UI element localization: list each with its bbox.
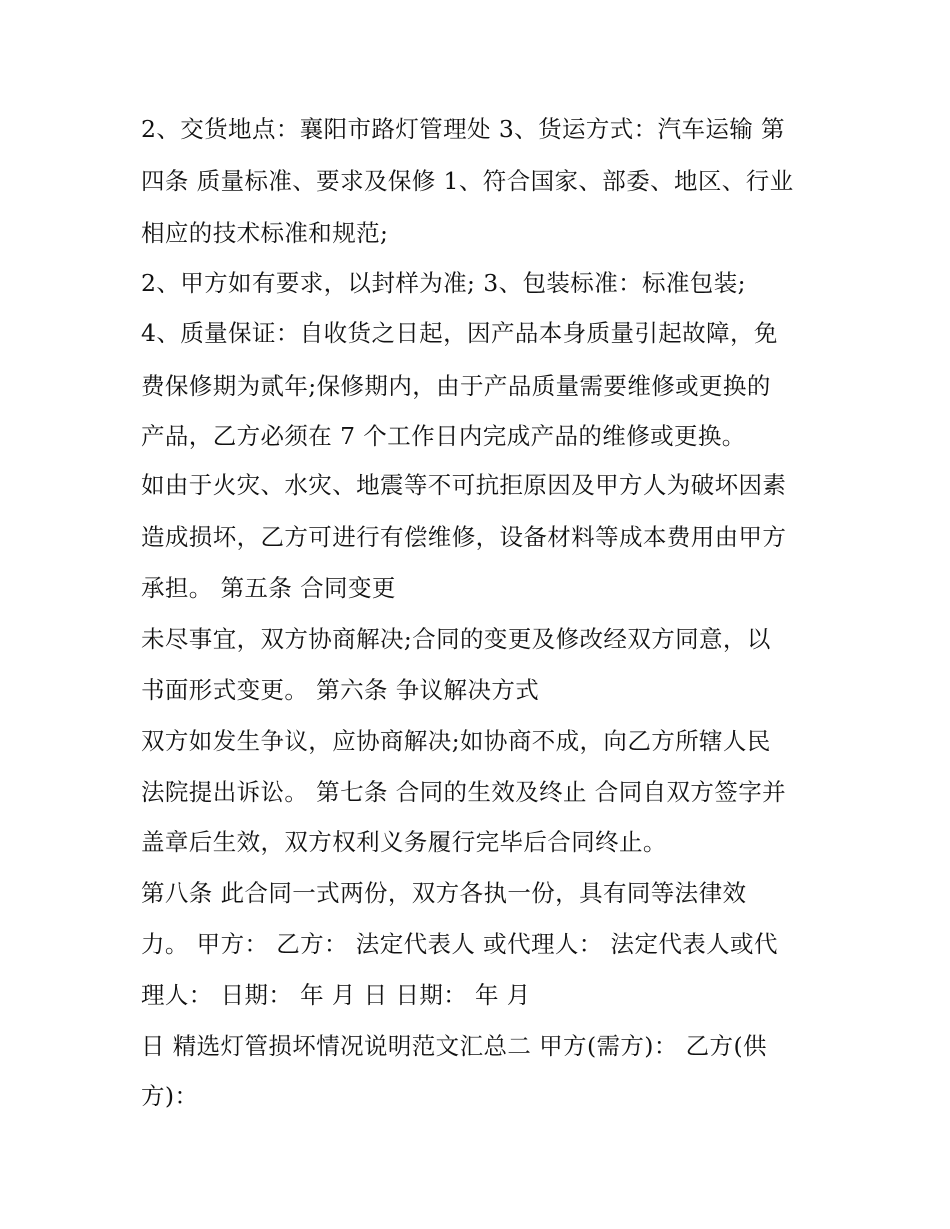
text-line: 费保修期为贰年;保修期内，由于产品质量需要维修或更换的 <box>141 372 771 400</box>
text-line: 如由于火灾、水灾、地震等不可抗拒原因及甲方人为破坏因素 <box>141 471 787 499</box>
text-line: 2、甲方如有要求，以封样为准; 3、包装标准：标准包装; <box>141 269 746 297</box>
text-line: 书面形式变更。 第六条 争议解决方式 <box>141 676 540 704</box>
text-line: 法院提出诉讼。 第七条 合同的生效及终止 合同自双方签字并 <box>141 778 787 806</box>
text-line: 力。 甲方： 乙方： 法定代表人 或代理人： 法定代表人或代 <box>141 930 778 958</box>
text-line: 盖章后生效，双方权利义务履行完毕后合同终止。 <box>141 828 667 856</box>
text-line: 四条 质量标准、要求及保修 1、符合国家、部委、地区、行业 <box>141 167 794 195</box>
text-line: 承担。 第五条 合同变更 <box>141 574 396 602</box>
text-line: 理人： 日期： 年 月 日 日期： 年 月 <box>141 981 531 1009</box>
text-line: 未尽事宜，双方协商解决;合同的变更及修改经双方同意，以 <box>141 625 771 653</box>
text-line: 4、质量保证：自收货之日起，因产品本身质量引起故障，免 <box>141 319 778 347</box>
text-line: 方)： <box>141 1082 199 1110</box>
text-line: 产品，乙方必须在 7 个工作日内完成产品的维修或更换。 <box>141 422 746 450</box>
text-line: 2、交货地点：襄阳市路灯管理处 3、货运方式：汽车运输 第 <box>141 115 785 143</box>
text-line: 双方如发生争议，应协商解决;如协商不成，向乙方所辖人民 <box>141 727 771 755</box>
text-line: 第八条 此合同一式两份，双方各执一份，具有同等法律效 <box>141 879 747 907</box>
text-line: 相应的技术标准和规范; <box>141 219 389 247</box>
text-line: 日 精选灯管损坏情况说明范文汇总二 甲方(需方)： 乙方(供 <box>141 1032 767 1060</box>
text-line: 造成损坏，乙方可进行有偿维修，设备材料等成本费用由甲方 <box>141 523 787 551</box>
